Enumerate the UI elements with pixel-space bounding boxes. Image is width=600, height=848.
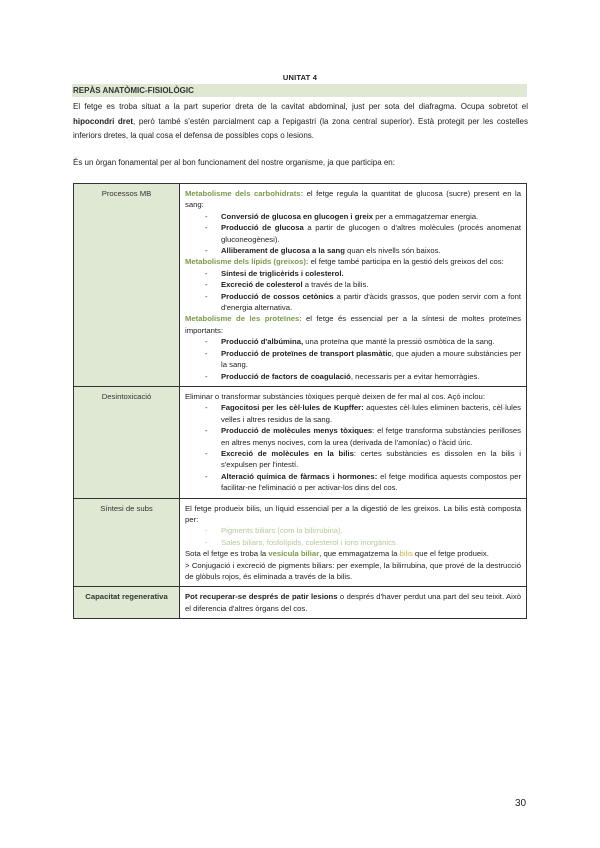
carb-paragraph xyxy=(185,188,521,211)
synthesis-text: El fetge produeix bilis, un líquid essencial per a la digestió de les greixos. La bilis està composta per: xyxy=(185,503,521,524)
gallbladder-text-a: Sota el fetge es troba la xyxy=(185,549,269,559)
intro-bold-term: hipocondri dret xyxy=(73,116,134,126)
table-row-synthesis xyxy=(74,498,527,587)
item-text: a partir d'àcids grassos, que poden servir com a font d'energia alternativa. xyxy=(221,291,522,313)
regeneration-bold: Pot recuperar-se després de patir lesions xyxy=(185,592,338,602)
row-body-detox xyxy=(180,386,527,498)
row-head-detox: Desintoxicació xyxy=(74,386,180,498)
item-bold: Producció de cossos cetònics xyxy=(221,291,334,301)
item-text: una proteïna que manté la pressió osmòtica de la sang. xyxy=(303,337,495,347)
item-text: a través de la bilis. xyxy=(302,280,369,290)
item-text: : certes substàncies es dissolen en la bilis i s'expulsen per l'intestí. xyxy=(221,448,521,470)
page-number: 30 xyxy=(515,798,527,809)
bilis-term: bilis xyxy=(399,549,413,559)
row-body-synthesis xyxy=(180,498,527,587)
item-bold: Alliberament de glucosa a la sang xyxy=(221,246,345,256)
detox-list xyxy=(185,402,521,493)
item-bold: Alteració química de fàrmacs i hormones: xyxy=(221,471,378,481)
liver-functions-table xyxy=(73,183,527,619)
lipid-text: el fetge també participa en la gestió dels greixos del cos: xyxy=(308,257,504,267)
gallbladder-term: vesícula biliar xyxy=(268,549,320,559)
table-row-detox xyxy=(74,386,527,498)
item-text: , que ajuden a moure substàncies per la sang. xyxy=(221,348,521,370)
list-item xyxy=(205,291,521,314)
list-item xyxy=(205,471,521,494)
table-row-regeneration xyxy=(74,587,527,619)
protein-paragraph xyxy=(185,313,521,336)
conjugation-paragraph: > Conjugació i excreció de pigments biliars: per exemple, la bilirrubina, que prové de la destrucció de glòbuls rojos, és eliminada a través de la bilis. xyxy=(185,560,521,581)
item-text: : el fetge transforma substàncies perilloses en altres menys nocives, com la urea (derivada de l'amoníac) o l'àcid úric. xyxy=(221,426,521,447)
carb-title: Metabolisme dels carbohidrats: xyxy=(185,189,304,198)
list-item xyxy=(205,222,521,245)
table-row-metabolism xyxy=(74,184,527,387)
gallbladder-paragraph xyxy=(185,548,521,559)
detox-text: Eliminar o transformar substàncies tòxiques perquè deixen de fer mal al cos. Açò inclou: xyxy=(185,391,485,401)
unit-heading: UNITAT 4 xyxy=(282,73,318,82)
item-text: el fetge modifica aquests compostos per facilitar-ne l'eliminació o per activar-los dins del cos. xyxy=(221,471,521,493)
list-item xyxy=(205,336,521,347)
gallbladder-text-c: que el fetge produeix. xyxy=(412,549,489,559)
item-text: , necessaris per a evitar hemorràgies. xyxy=(350,371,480,381)
gallbladder-text-b: , que emmagatzema la xyxy=(319,549,400,559)
item-text: aquestes cèl·lules eliminen bacteris, cèl·lules velles i altres residus de la sang. xyxy=(221,403,521,424)
list-item xyxy=(205,448,521,471)
list-item xyxy=(205,268,521,279)
regeneration-text: o després d'haver perdut una part del seu teixit. Això el diferencia d'altres òrgans del cos. xyxy=(185,592,521,613)
row-body-metabolism xyxy=(180,184,527,387)
row-body-regeneration xyxy=(180,587,527,619)
list-item xyxy=(205,279,521,290)
lead-paragraph: És un òrgan fonamental per al bon funcionament del nostre organisme, ja que participa en: xyxy=(73,158,395,167)
item-bold: Producció de factors de coagulació xyxy=(221,371,351,381)
item-bold: Fagocitosi per les cèl·lules de Kupffer: xyxy=(221,403,364,413)
row-head-regeneration: Capacitat regenerativa xyxy=(74,587,180,619)
carb-list xyxy=(185,211,521,257)
item-text: per a emmagatzemar energia. xyxy=(373,211,479,221)
item-text: quan els nivells són baixos. xyxy=(344,246,441,256)
item-bold: Producció de molècules menys tòxiques xyxy=(221,426,373,436)
intro-text-a: El fetge es troba situat a la part superior dreta de la cavitat abdominal, just per sota del diafragma. Ocupa sobretot el xyxy=(73,102,528,111)
item-bold: Conversió de glucosa en glucogen i greix xyxy=(221,211,374,221)
list-item xyxy=(205,245,521,256)
lipid-paragraph xyxy=(185,256,521,267)
carb-text: el fetge regula la quantitat de glucosa (sucre) present en la sang: xyxy=(185,189,521,210)
list-item xyxy=(205,348,521,371)
item-bold: Producció de glucosa xyxy=(221,223,304,233)
intro-text-b: , però també s'estén parcialment cap a l'epigastri (la zona central superior). Està protegit per les costelles inferiors dretes, la qual cosa el defensa de possibles cops o lesions. xyxy=(73,116,529,140)
item-bold: Síntesi de triglicèrids i colesterol. xyxy=(221,268,344,278)
protein-title: Metabolisme de les proteïnes xyxy=(185,314,300,324)
intro-paragraph xyxy=(73,100,528,144)
list-item xyxy=(205,425,521,448)
row-head-metabolism: Processos MB xyxy=(74,184,180,387)
list-item xyxy=(205,371,521,382)
list-item: - Sales biliars, fosfolípids, colesterol i ions inorgànics. xyxy=(205,537,521,548)
bile-components-list xyxy=(185,525,521,548)
protein-text: : el fetge és essencial per a la síntesi de moltes proteïnes importants: xyxy=(185,314,521,335)
section-title: REPÀS ANATÒMIC-FISIOLÒGIC xyxy=(73,86,194,95)
row-head-synthesis: Síntesi de subs xyxy=(74,498,180,587)
item-bold: Producció de proteïnes de transport plasmàtic xyxy=(221,348,392,358)
lipid-list xyxy=(185,268,521,314)
lipid-title: Metabolisme dels lípids (greixos): xyxy=(185,257,309,267)
item-text: a partir de glucogen o d'altres molècules (procés anomenat gluconeogènesi). xyxy=(221,223,521,244)
item-bold: Producció d'albúmina, xyxy=(221,337,304,347)
item-bold: Excreció de molècules en la bilis xyxy=(221,448,354,458)
list-item xyxy=(205,402,521,425)
list-item xyxy=(205,211,521,222)
list-item: - Pigments biliars (com la bilirrubina). xyxy=(205,525,521,536)
protein-list xyxy=(185,336,521,382)
item-bold: Excreció de colesterol xyxy=(221,280,303,290)
